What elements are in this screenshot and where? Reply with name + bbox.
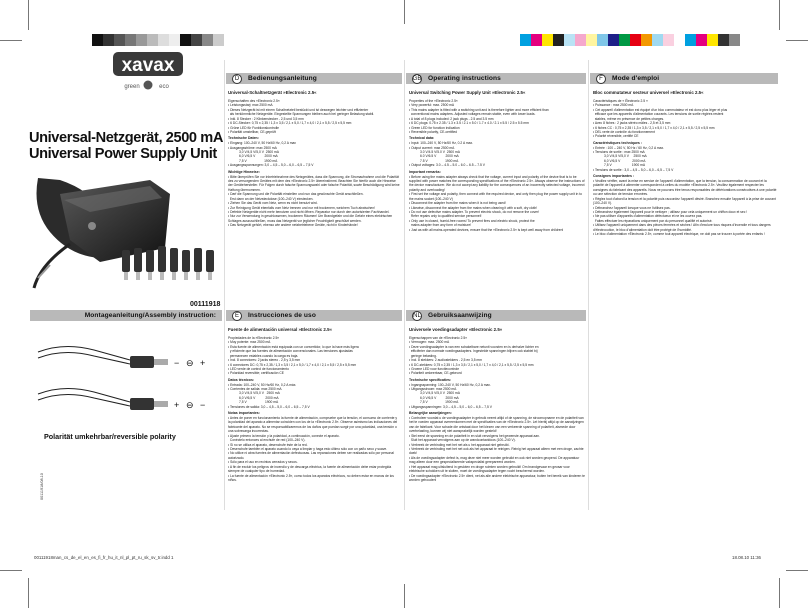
product-title-de: Universal-Netzgerät, 2500 mA <box>29 130 224 146</box>
footer-filename: 00111918man_cs_de_el_en_es_fi_fr_hu_it_nl_pl_pt_ru_sk_sv_tr.indd 1 <box>34 555 174 560</box>
svg-text:⊖: ⊖ <box>186 358 194 368</box>
column-divider <box>588 60 589 510</box>
color-swatch <box>564 34 575 46</box>
product-photo <box>30 170 220 290</box>
section-header-mount <box>30 310 222 321</box>
svg-text:+: + <box>174 400 180 410</box>
color-swatch <box>202 34 213 46</box>
svg-text:−: − <box>200 400 206 410</box>
crop-mark <box>786 570 808 571</box>
footer-timestamp: 18.08.10 11:36 <box>732 555 761 560</box>
section-header-title: Montageanleitung/Assembly instruction: <box>84 312 216 319</box>
section-header-f <box>590 73 778 84</box>
color-swatch <box>531 34 542 46</box>
color-swatch <box>191 34 202 46</box>
color-swatch <box>696 34 707 46</box>
language-badge: GB <box>412 75 422 82</box>
color-swatch <box>630 34 641 46</box>
color-control-bar <box>520 34 740 46</box>
column-notes: • Bitte überprüfen Sie vor Inbetriebnahme des Netzgerätes, dass die Spannung, die Stromaufnahme und die Polarität des zu versorgenden Gerätes mit dem des »Electronic 2.5« übereinstimmt. Beachten Sie hierfür auch die Hinweise der Gerätehersteller. Für Folgen durch falsche Spannungswahl oder falsche Polarität, sowie Beschädigung wird keine Haftung übernommen. • Darf die Spannung und die Polarität einstellen und nun das gewünschte Gerät anschließen. Erst dann an der Netzsteckdose (100–240 V) einstecken. • Ziehen Sie das Gerät vom Netz, wenn es nicht benutzt wird. • Zur Reinigung Gerät ebenfalls vom Netz trennen und nur mit trockenem, weichem Tuch abwischen! • Defekte Netzgeräte nicht mehr benutzen und nicht öffnen. Reparatur nur durch den autorisierten Fachhandel. • Nur zur Verwendung in geschlossenen, trockenen Räumen! Um Brandgefahr und die Gefahr eines elektrischen Schlages auszuschließen, muss das Netzgerät vor jeglicher Feuchtigkeit geschützt werden. • Das Netzgerät gehört, ebenso wie andere netzbetriebene Geräte, nicht in Kinderhände! <box>228 174 400 228</box>
color-swatch <box>125 34 136 46</box>
column-e <box>228 327 400 519</box>
column-tech: • Input: 100–240 V, 50 Hz/60 Hz, 0.2 A max. • Output current: max 2500 mA 3.0 V/4.5 V/5.0 V 2500 mA 6.0 V/6.5 V 2000 mA 7.5 V 1900 mA • Output voltages: 3.0 – 4.5 – 5.0 – 6.0 – 6.5 – 7.5 V <box>409 141 485 168</box>
column-notes: • Antes de poner en funcionamiento la fuente de alimentación, compruebe que la tensión, el consumo de corriente y la polaridad del aparato a alimentar coinciden con los de la »Electronic 2.5«. Observe asimismo las indicaciones del fabricante del aparato. No se responsabilizaremos de los daños que puedan surgir por una polaridad, una tensión o una sobrecarga incorrectas. • Ajuste primero la tensión y la polaridad, a continuación, conecte el aparato. Conéctelo entonces al enchufe de red (100–240 V). • Si no se utiliza el aparato, desenchufe éste de la red. • Desenchufe también el aparato cuando lo vaya a limpiar y haga esto último sólo con un paño seco y suave. • No utilice ni abra fuentes de alimentación defectuosas. Las reparaciones deben ser realizadas sólo por personal autorizado. • Sólo para el uso en recintos cerrados y secos. • A fin de excluir los peligros de incendio y de descarga eléctrica, la fuente de alimentación debe estar protegida siempre de cualquier tipo de humedad. • La fuente de alimentación »Electronic 2.5«, como todos los aparatos eléctricos, no deben estar en manos de los niños. <box>228 415 398 483</box>
column-subheading: Technische Daten: <box>228 136 259 141</box>
color-swatch <box>542 34 553 46</box>
column-tech: • Entrée : 100 – 240 V, 50 Hz / 60 Hz, 0,2 A max. • Tensions de sortie : max 2500 mA 3,0 V/4,5 V/5,0 V 2500 mA 6,0 V/6,5 V 2000 mA 7,5 V 1900 mA • Tensions de sortie : 3,0 – 4,5 – 5,0 – 6,0 – 6,5 – 7,5 V <box>593 145 674 172</box>
color-swatch <box>685 34 696 46</box>
section-header-e <box>226 310 402 321</box>
xavax-logo <box>112 48 184 92</box>
section-header-title: Gebruiksaanwijzing <box>428 312 492 319</box>
color-swatch <box>641 34 652 46</box>
column-gb <box>409 90 585 290</box>
column-notes: • Controleer voordat u de voedingsadapter in gebruik neemt altijd of de spanning, de stroomopname en de polariteit van het te voeden apparaat overeenkomen met de specificaties van de »Electronic 2.5«. Let hierbij altijd op de aanwijzingen van de fabrikant. Voor schade die ontstaat door het kiezen van een verkeerde spanning of polariteit, alsmede door overbelasting, kunnen wij niet aansprakelijk worden gesteld! • Stel eerst de spanning en de polariteit in en sluit vervolgens het gewenste apparaat aan. Sluit het apparaat vervolgens aan op de wandcontactdoos (100–240 V). • Verbreek de verbinding met het net als u het apparaat niet gebruikt. • Verbreek de verbinding met het net ook als het apparaat te reinigen. Reinig het apparaat alleen met een droge, zachte doek! • Als de voedingsadapter defect is, mag deze niet meer worden gebruikt en ook niet worden geopend. De apparatuur mag alleen door een gespecialiseerde vakspecialist gerepareerd worden. • Het apparaat mag uitsluitend in gesloten en droge ruimten worden gebruikt! Om brandgevaar en gevaar voor elektrische schokken uit te sluiten, moet de voedingsadapter tegen vocht beschermd worden. • De voedingsadapter »Electronic 2.5« dient, net als alle andere elektrische apparatuur, buiten het bereik van kinderen te worden gehouden! <box>409 415 586 483</box>
column-f <box>593 90 777 290</box>
column-heading: Universal Switching Power Supply Unit »Electronic 2.5« <box>409 90 526 95</box>
color-swatch <box>136 34 147 46</box>
column-properties: Eigenschappen van de »Electronic 2.5« • Vermogen: max. 2500 mA • Deze voedingsadapter is van een schakelbare netunit voorzien en is derhalve lichter en efficiënter dan normale voedingsadapters. Ingestelde spanningen blijven ook stabiel bij geringe belasting. • Incl. 8 stekkers: 2 audiostekkers - 2,5 en 3,5 mm • 6 DC-stekkers: 0,75 x 2,35 / 1,3 x 3,5 / 2,1 x 5,0 / 1,7 x 4,0 / 2,1 x 5,5 / 2,5 x 5,5 mm • Groene LED voor functiecontrole • Polariteit omkeerbaar, CE-gekeurd <box>409 335 539 376</box>
color-swatch <box>586 34 597 46</box>
color-swatch <box>103 34 114 46</box>
color-swatch <box>213 34 224 46</box>
column-subheading: Important remarks: <box>409 169 441 174</box>
language-badge: NL <box>413 312 421 319</box>
color-swatch <box>674 34 685 46</box>
column-notes: • Before using the mains adapter always check that the voltage, current input and polarity of the device that is to be supplied with power matches the corresponding specifications of the »Electronic 2.5«. Always observe the instructions of the device manufacturer. We do not accept any liability for the consequences of an incorrectly selected voltage, incorrect polarity and overloading! • First set the voltage and polarity, then connect with the required device, and only then plug the power supply unit in to the mains socket (100–240 V) • Disconnect the adapter from the mains when it is not being used! • Likewise, disconnect the adapter from the mains when cleaning it with a soft, dry cloth! • Do not use defective mains adapter. To prevent electric shock, do not remove the cover! Refer repairs only to qualified service personnel! • Only use in closed, humid-free rooms! To prevent fires and electric shock, protect the mains adapter from any form of moisture! • Just as with all mains-operated devices, ensure that the »Electronic 2.5« is kept well away from children! <box>409 174 585 232</box>
column-tech: • Ingangsspanning: 100–240 V, 50 Hz/60 Hz, 0,2 A max. • Uitgangsstroom: max 2500 mA 3,0 V/4,5 V/5,0 V 2500 mA 6,0 V/6,5 V 2000 mA 7,5 V 1900 mA • Uitgangsspanningen: 3,0 – 4,5 – 5,0 – 6,0 – 6,5 – 7,5 V <box>409 382 492 409</box>
column-properties: Caractéristiques de « Électronic 2.5 » • Puissance : max 2500 mA • Cet appareil d'alimentation est équipé d'un bloc commutateur et est donc plus léger et plus efficace que les appareils d'alimentation courants. Les tensions de sortie réglées restent stables, même en présence de petites charges. • Avec 8 fiches : 2 jacks stéréo mâles - 2,5 et 3,5 mm • 6 fiches CC : 0,75 x 2,35 / 1,3 x 3,5 / 2,1 x 5,0 / 1,7 x 4,0 / 2,1 x 5,5 / 2,5 x 5,5 mm • DEL verte de contrôle du fonctionnement • Polarité réversible, certifié CE <box>593 98 728 139</box>
column-heading: Fuente de alimentación universal »Electronic 2.5« <box>228 327 332 332</box>
color-swatch <box>729 34 740 46</box>
column-notes: • Veuillez vérifier, avant la mise en service de l'appareil d'alimentation, que la tension, la consommation de courant et la polarité de l'appareil à alimenter correspondent à celles du modèle »Électronic 2.5«. Veuillez également respecter les consignes du fabricant des appareils. Nous ne pouvons être tenus responsables de détériorations consécutives à une polarité ou une sélection de tension erronées. • Réglez tout d'abord la tension et la polarité puis raccordez l'appareil désiré. Branchez ensuite l'appareil à la prise de courant (100–240 V). • Débranchez l'appareil lorsque vous ne l'utilisez pas. • Débranchez également l'appareil pour le nettoyer ; utilisez pour cela uniquement un chiffon doux et sec ! • Ne pas utiliser d'appareils d'alimentation défectueux et ne les ouvrez pas. Faites effectuer les réparations uniquement par du personnel qualifié et autorisé. • Utilisez l'appareil uniquement dans des pièces fermées et sèches ! Afin d'exclure tous risques d'incendie et tous dangers d'électrocution, le bloc d'alimentation doit être protégé de l'humidité. • Le bloc d'alimentation »Électronic 2.5«, comme tout appareil électrique, ne doit pas se trouver à portée des enfants ! <box>593 178 777 237</box>
column-properties: Properties of the »Electronic 2.5« • Very powerful: max. 2500 mA • This mains adapter is fitted with a switching unit and is therefore lighter and more efficient than conventional mains adapters. Adjusted voltages remain stable, even with lower loads. • A total of 8 plugs included: 2 jack plugs - 2.5 and 3.5 mm • 6 DC plugs: 0.75 x 2.35 / 1.3 x 3.5 / 2.1 x 5.0 / 1.7 x 4.0 / 2.1 x 5.5 / 2.5 x 5.5 mm • Green LED for function indication • Reversible polarity, CE-certified <box>409 98 549 134</box>
color-swatch <box>597 34 608 46</box>
color-swatch <box>158 34 169 46</box>
color-swatch <box>652 34 663 46</box>
section-header-title: Bedienungsanleitung <box>248 75 317 82</box>
color-swatch <box>619 34 630 46</box>
column-divider <box>404 60 405 510</box>
column-subheading: Technische specificaties: <box>409 377 452 382</box>
center-mark <box>404 584 405 608</box>
column-tech: • Eingang: 100–240 V, 50 Hz/60 Hz, 0,2 A max • Ausgangsströme: max 2500 mA 3,0 V/4,5 V/5,0 V 2500 mA 6,0 V/6,5 V 2000 mA 7,5 V 1900 mA • Ausgangsspannungen: 3,0 – 4,5 – 5,0 – 6,0 – 6,5 – 7,5 V <box>228 141 314 168</box>
color-swatch <box>92 34 103 46</box>
crop-mark <box>779 0 780 30</box>
svg-text:green: green <box>124 84 140 90</box>
column-properties: Eigenschaften des »Electronic 2.5« • Leistungsstarj: max 2500 mA • Dieses Netzgerät ist mit einem Schaltnetzteil bestückt und ist deswegen leichter und effizienter als herkömmliche Netzgeräte. Eingestellte Spannungen bleiben auch bei geringer Belastung stabil. • Inkl. 8 Stecker : 2 Klinkenstecker - 2,5 und 3,5 mm • 6 DC-Stecker: 0,75 x 2,35 / 1,3 x 3,5 / 2,1 x 5,0 / 1,7 x 4,0 / 2,1 x 5,5 / 2,5 x 5,5 mm • Grüne LED für Funktionskontrolle • Polarität umstellbar, CE-geprüft <box>228 98 375 134</box>
color-swatch <box>114 34 125 46</box>
crop-mark <box>0 40 22 41</box>
color-swatch <box>663 34 674 46</box>
polarity-diagram <box>34 336 220 428</box>
side-code: 00111918/08.10 <box>40 473 44 500</box>
color-swatch <box>608 34 619 46</box>
column-tech: • Entrada: 100–240 V, 50 Hz/60 Hz, 0,2 A máx. • Corrientes de salida: max 2500 mA 3,0 V/4,5 V/5,0 V 2500 mA 6,0 V/6,5 V 2000 mA 7,5 V 1900 mA • Tensiones de salida: 3,0 – 4,5 – 5,0 – 6,0 – 6,5 – 7,5 V <box>228 382 310 409</box>
language-badge: F <box>596 74 606 84</box>
svg-text:⊖: ⊖ <box>186 400 194 410</box>
column-subheading: Consignes importantes : <box>593 174 635 179</box>
article-number: 00111918 <box>190 301 221 308</box>
column-subheading: Datos técnicos: <box>228 377 255 382</box>
product-title-en: Universal Power Supply Unit <box>29 146 217 162</box>
column-de <box>228 90 400 290</box>
section-header-title: Instrucciones de uso <box>248 312 316 319</box>
column-divider <box>224 60 225 510</box>
color-swatch <box>707 34 718 46</box>
color-swatch <box>169 34 180 46</box>
svg-text:+: + <box>200 358 206 368</box>
language-badge: E <box>232 311 242 321</box>
section-header-de <box>226 73 402 84</box>
section-header-title: Mode d'emploi <box>612 75 660 82</box>
color-swatch <box>553 34 564 46</box>
column-subheading: Belangrijke aanwijzingen: <box>409 411 452 416</box>
column-heading: Universal-Schaltnetzgerät »Electronic 2.5« <box>228 90 317 95</box>
crop-mark <box>28 0 29 30</box>
color-swatch <box>575 34 586 46</box>
column-heading: Universele voedingsadapter »Electronic 2.5« <box>409 327 503 332</box>
center-mark <box>404 0 405 24</box>
column-properties: Propiedades de la »Electronic 2.5« • Muy potente: max 2500 mA • Esta fuente de alimentación está equipada con un convertidor, lo que la hace más ligera y eficiente que las fuentes de alimentación convencionales. Las tensiones ajustadas permanecen estables cuando la carga es baja. • Incl. 8 conectores: 2 jacks stereo - 2,5 y 3,5 mm • 6 conectores DC: 0,75 x 2,35 / 1,3 x 3,5 / 2,1 x 5,0 / 1,7 x 4,0 / 2,1 x 5,5 / 2,5 x 5,5 mm • LED verde de control de funcionamiento • Polaridad reversible; certificación CE <box>228 335 359 376</box>
svg-text:xavax: xavax <box>121 55 175 76</box>
section-header-title: Operating instructions <box>428 75 501 82</box>
crop-mark <box>786 40 808 41</box>
polarity-caption: Polarität umkehrbar/reversible polarity <box>44 432 176 441</box>
color-swatch <box>520 34 531 46</box>
svg-text:−: − <box>174 358 180 368</box>
color-swatch <box>147 34 158 46</box>
column-heading: Bloc commutateur secteur universel »Electronic 2.5« <box>593 90 704 95</box>
crop-mark <box>779 578 780 608</box>
svg-text:eco: eco <box>159 84 169 90</box>
color-swatch <box>180 34 191 46</box>
language-badge: D <box>232 74 242 84</box>
column-subheading: Technical data: <box>409 136 435 141</box>
section-header-nl <box>406 310 586 321</box>
color-swatch <box>718 34 729 46</box>
column-subheading: Wichtige Hinweise: <box>228 169 260 174</box>
column-subheading: Caractéristiques techniques : <box>593 140 643 145</box>
grayscale-control-bar <box>92 34 224 46</box>
crop-mark <box>28 578 29 608</box>
crop-mark <box>0 570 22 571</box>
section-header-gb <box>406 73 586 84</box>
column-nl <box>409 327 585 519</box>
column-subheading: Notas importantes: <box>228 411 260 416</box>
